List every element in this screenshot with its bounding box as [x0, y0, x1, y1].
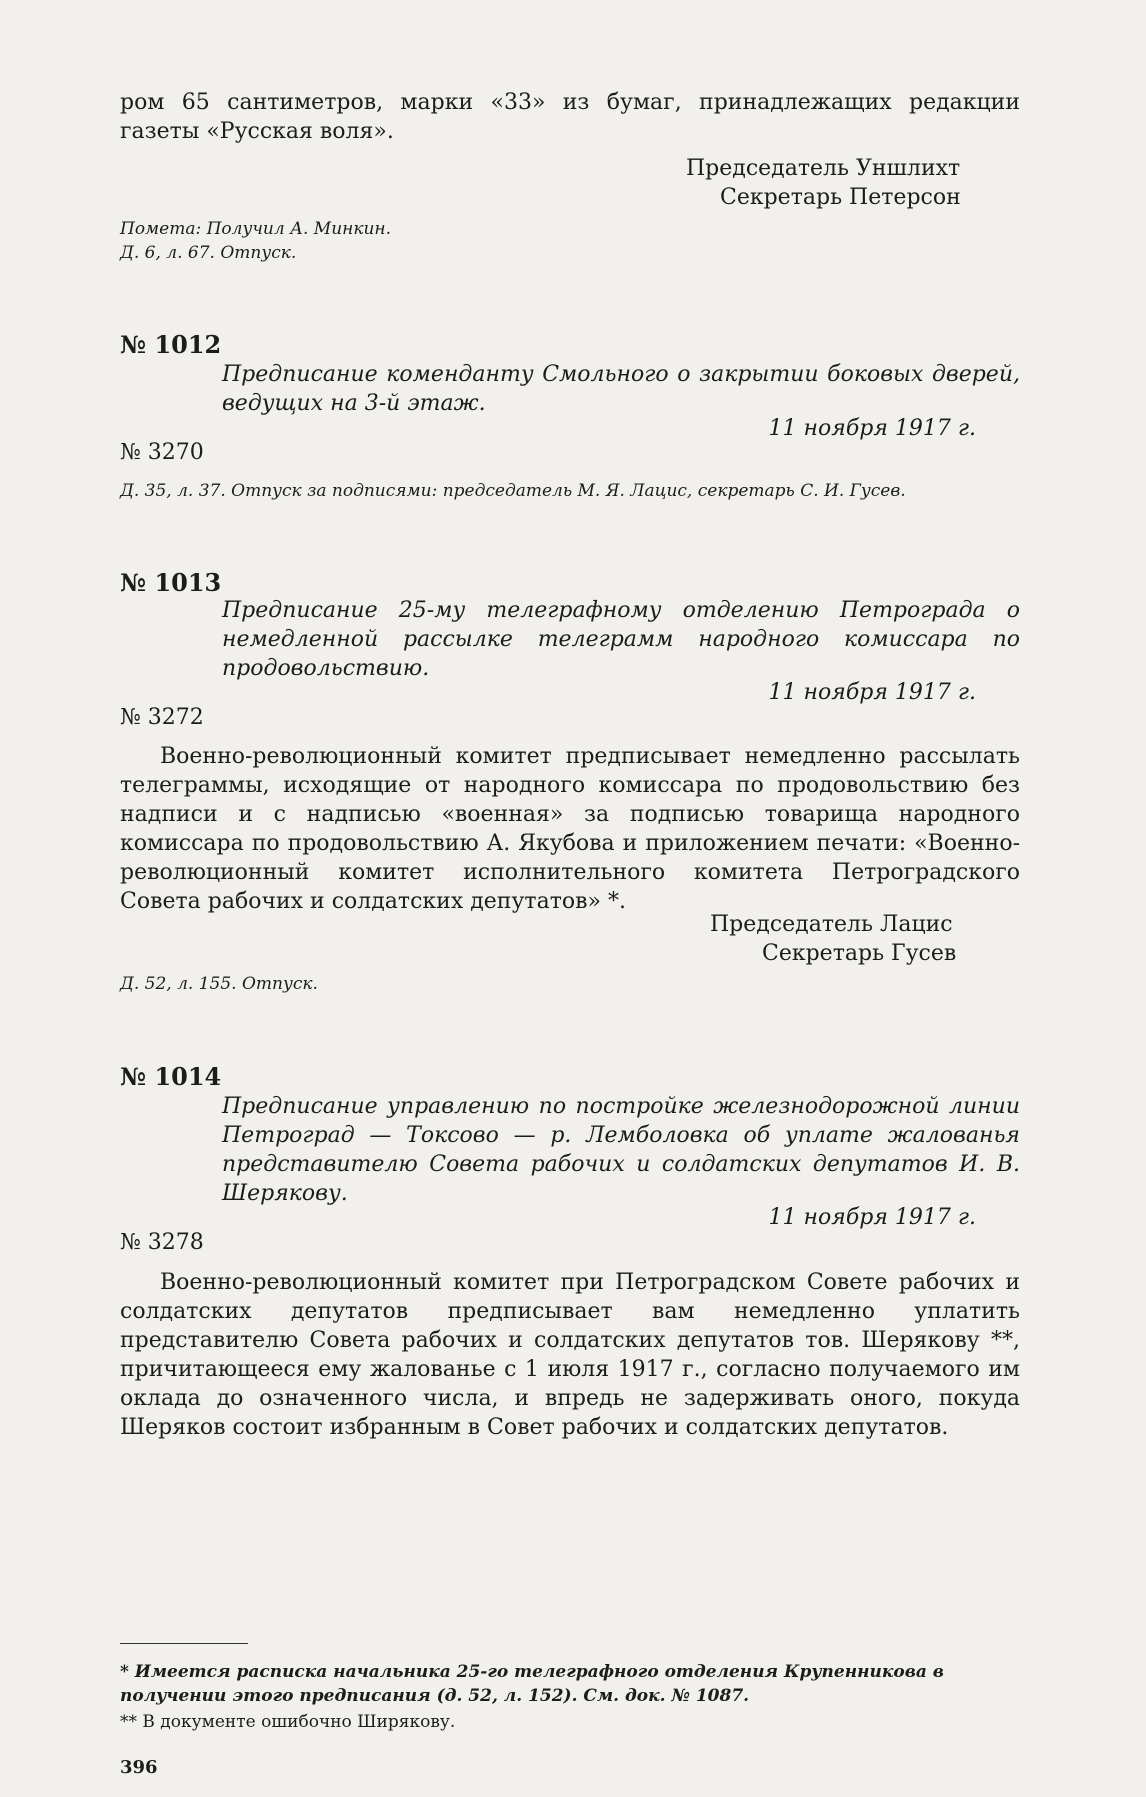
intro-archive-text: Д. 6, л. 67. Отпуск.	[120, 243, 297, 263]
intro-signature-secretary: Секретарь Петерсон	[720, 185, 961, 210]
doc-1012-archive-text: Д. 35, л. 37. Отпуск за подписями: председатель М. Я. Лацис, секретарь С. И. Гусев.	[120, 481, 906, 501]
doc-1014-number: № 1014	[120, 1062, 222, 1091]
footnote-2: ** В документе ошибочно Ширякову.	[120, 1712, 456, 1732]
doc-1014-date: 11 ноября 1917 г.	[768, 1205, 976, 1230]
intro-block	[120, 88, 1020, 146]
doc-1013-signature-secretary: Секретарь Гусев	[762, 941, 957, 966]
footnote-divider	[120, 1643, 248, 1644]
doc-1014-reg-number: № 3278	[120, 1230, 204, 1255]
intro-paragraph: ром 65 сантиметров, марки «33» из бумаг, принадлежащих редакции газеты «Русская воля».	[120, 90, 1020, 144]
doc-1012-number: № 1012	[120, 330, 222, 359]
intro-note	[120, 218, 391, 240]
doc-1012-date: 11 ноября 1917 г.	[768, 416, 976, 441]
doc-1014-body-block	[120, 1268, 1020, 1442]
page-number: 396	[120, 1757, 158, 1778]
doc-1013-title: Предписание 25-му телеграфному отделению Петрограда о немедленной рассылке телеграмм народного комиссара по продовольствию.	[222, 598, 1020, 681]
doc-1012-archive	[120, 480, 906, 502]
intro-signature-chair: Председатель Уншлихт	[686, 156, 961, 181]
doc-1012-title: Предписание коменданту Смольного о закрытии боковых дверей, ведущих на 3-й этаж.	[222, 362, 1020, 416]
doc-1013-archive	[120, 973, 318, 995]
footnote-1-text: * Имеется расписка начальника 25-го телеграфного отделения Крупенникова в получении этого предписания (д. 52, л. 152). См. док. № 1087.	[120, 1662, 944, 1706]
doc-1013-body-block	[120, 742, 1020, 916]
doc-1013-number: № 1013	[120, 568, 222, 597]
intro-archive	[120, 242, 296, 264]
doc-1014-title: Предписание управлению по постройке железнодорожной линии Петроград — Токсово — р. Лемболовка об уплате жалованья представителю Совета рабочих и солдатских депутатов И. В. Шерякову.	[222, 1094, 1020, 1206]
doc-1013-signature-chair: Председатель Лацис	[710, 912, 953, 937]
doc-1014-body: Военно-революционный комитет при Петроградском Совете рабочих и солдатских депутатов предписывает вам немедленно уплатить представителю Совета рабочих и солдатских депутатов тов. Шерякову **, причитающееся ему жалованье с 1 июля 1917 г., согласно получаемого им оклада до означенного числа, и впредь не задерживать оного, покуда Шеряков состоит избранным в Совет рабочих и солдатских депутатов.	[120, 1270, 1020, 1440]
doc-1013-archive-text: Д. 52, л. 155. Отпуск.	[120, 974, 318, 994]
doc-1013-body: Военно-революционный комитет предписывает немедленно рассылать телеграммы, исходящие от народного комиссара по продовольствию без надписи и с надписью «военная» за подписью товарища народного комиссара по продовольствию А. Якубова и приложением печати: «Военно-революционный комитет исполнительного комитета Петроградского Совета рабочих и солдатских депутатов» *.	[120, 744, 1020, 914]
intro-note-text: Помета: Получил А. Минкин.	[120, 219, 392, 239]
doc-1013-reg-number: № 3272	[120, 705, 204, 730]
doc-1012-reg-number: № 3270	[120, 440, 204, 465]
doc-1013-date: 11 ноября 1917 г.	[768, 680, 976, 705]
footnote-1	[120, 1660, 1020, 1708]
